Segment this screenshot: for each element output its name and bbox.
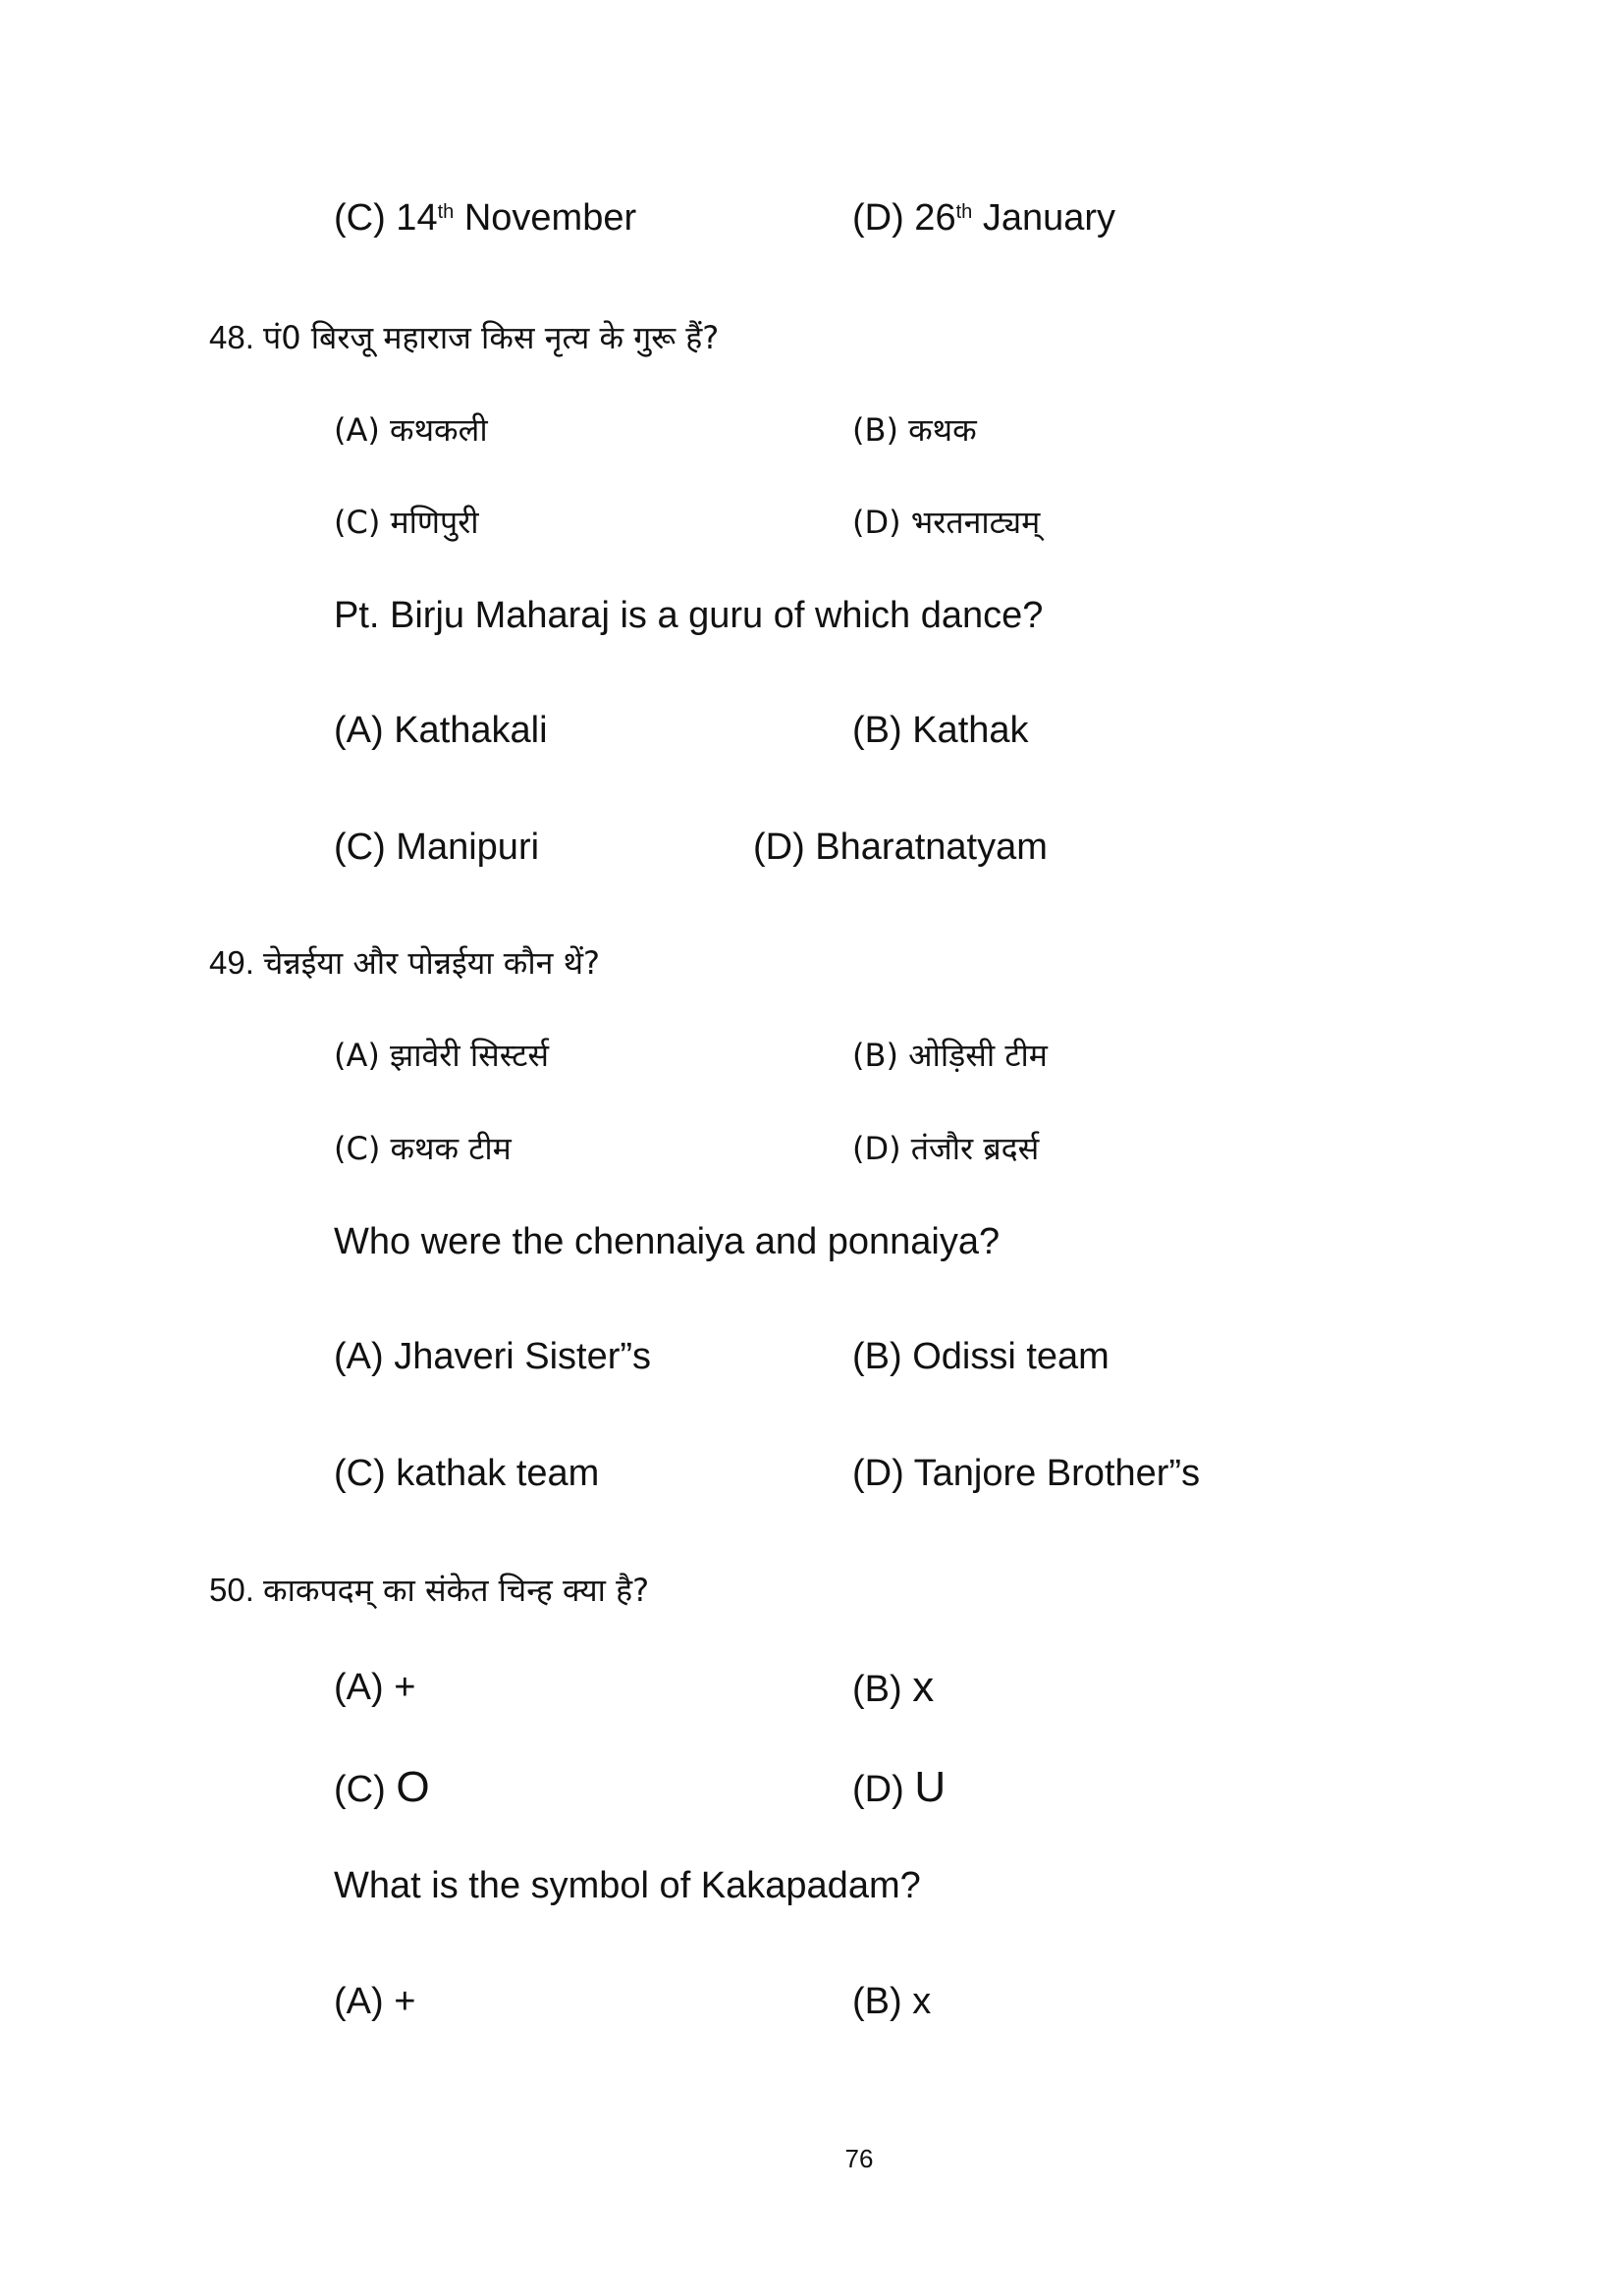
question-49-hindi (209, 941, 600, 985)
question-49-english: Who were the chennaiya and ponnaiya? (334, 1221, 1001, 1262)
option-label: (A) (334, 1667, 395, 1708)
option-label: (B) (852, 1669, 913, 1710)
q49-hindi-option-d: (D) तंजौर ब्रदर्स (852, 1130, 1040, 1167)
q50-hindi-option-a (334, 1666, 415, 1709)
q49-option-c: (C) kathak team (334, 1453, 600, 1494)
option-text: November (454, 197, 637, 239)
q49-hindi-option-b: (B) ओड़िसी टीम (852, 1037, 1048, 1074)
question-number: 48. (209, 319, 254, 355)
option-text: January (972, 197, 1116, 239)
option-c-prev (334, 196, 636, 240)
option-text: (C) 14 (334, 197, 438, 239)
q48-option-c: (C) Manipuri (334, 827, 540, 868)
q49-hindi-option-c: (C) कथक टीम (334, 1130, 512, 1167)
q50-option-a: (A) + (334, 1981, 416, 2022)
superscript: th (437, 201, 455, 223)
o-symbol: O (396, 1763, 430, 1811)
question-number: 50. (209, 1572, 254, 1608)
question-50-hindi (209, 1569, 649, 1612)
q48-hindi-option-a: (A) कथकली (334, 411, 488, 449)
plus-symbol: + (394, 1667, 416, 1708)
q48-option-a: (A) Kathakali (334, 710, 548, 751)
option-text: (D) 26 (852, 197, 956, 239)
q50-option-b: (B) x (852, 1981, 932, 2022)
question-number: 49. (209, 944, 254, 981)
u-symbol: U (914, 1763, 947, 1811)
q48-option-d: (D) Bharatnatyam (753, 827, 1048, 868)
question-text: काकपदम् का संकेत चिन्ह क्या है? (263, 1572, 650, 1609)
q48-hindi-option-b: (B) कथक (852, 411, 977, 449)
question-text: पं0 बिरजू महाराज किस नृत्य के गुरू हैं? (263, 319, 720, 356)
option-label: (C) (334, 1769, 397, 1810)
q49-option-a: (A) Jhaveri Sister”s (334, 1336, 652, 1377)
q48-hindi-option-d: (D) भरतनाट्यम् (852, 504, 1041, 541)
superscript: th (955, 201, 973, 223)
option-label: (D) (852, 1769, 915, 1810)
q48-option-b: (B) Kathak (852, 710, 1029, 751)
x-symbol: x (912, 1663, 935, 1711)
question-48-english: Pt. Birju Maharaj is a guru of which dance? (334, 595, 1044, 636)
option-d-prev (852, 196, 1115, 240)
q49-hindi-option-a: (A) झावेरी सिस्टर्स (334, 1037, 549, 1074)
q50-hindi-option-d (852, 1763, 947, 1811)
question-50-english: What is the symbol of Kakapadam? (334, 1865, 921, 1906)
question-text: चेन्नईया और पोन्नईया कौन थें? (263, 944, 600, 982)
q50-hindi-option-b (852, 1663, 935, 1711)
q48-hindi-option-c: (C) मणिपुरी (334, 504, 479, 541)
q49-option-b: (B) Odissi team (852, 1336, 1110, 1377)
q49-option-d: (D) Tanjore Brother”s (852, 1453, 1201, 1494)
q50-hindi-option-c (334, 1763, 430, 1811)
page-number: 76 (844, 2144, 874, 2173)
question-48-hindi (209, 316, 719, 359)
